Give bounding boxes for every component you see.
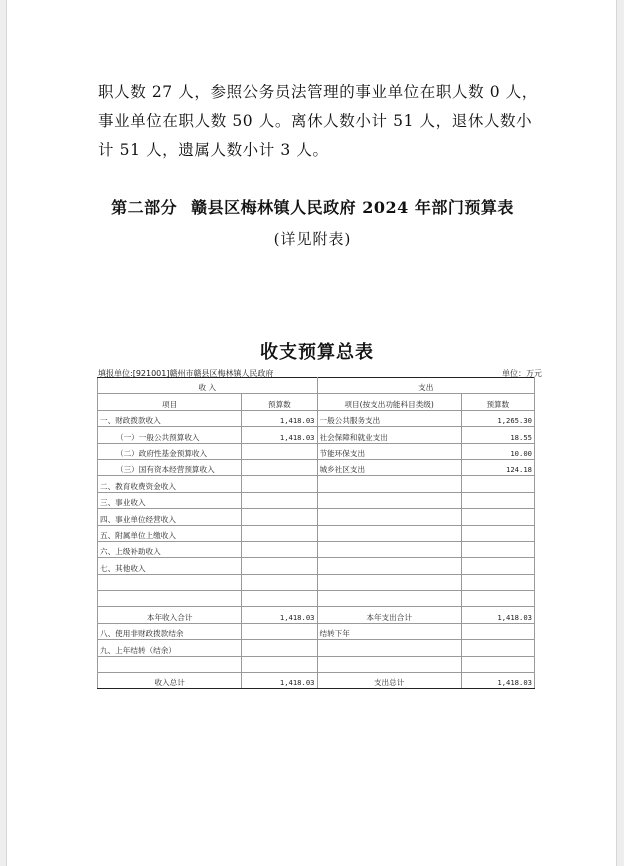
expense-item-cell <box>317 591 461 607</box>
table-row <box>98 673 535 689</box>
income-item-cell: （二）政府性基金预算收入 <box>98 443 242 459</box>
intro-line-3: 计 51 人，遗属人数小计 3 人。 <box>98 141 329 159</box>
budget-summary-table <box>97 377 535 689</box>
expense-group-header: 支出 <box>317 378 535 394</box>
intro-line-1: 职人数 27 人，参照公务员法管理的事业单位在职人数 0 人， <box>98 83 538 101</box>
expense-amount-cell <box>461 541 534 557</box>
expense-amount-cell: 124.18 <box>461 459 534 475</box>
expense-amount-cell <box>461 525 534 541</box>
income-item-cell: 收入总计 <box>98 673 242 689</box>
expense-item-cell <box>317 492 461 508</box>
income-amount-cell <box>242 558 317 574</box>
section-part-label: 第二部分 <box>111 198 178 217</box>
income-item-cell: 七、其他收入 <box>98 558 242 574</box>
expense-amount-cell <box>461 558 534 574</box>
section-heading <box>7 195 618 218</box>
expense-amount-cell <box>461 623 534 639</box>
section-note: (详见附表) <box>273 230 352 248</box>
income-amount-cell <box>242 591 317 607</box>
expense-amount-cell: 10.00 <box>461 443 534 459</box>
table-row <box>98 623 535 639</box>
expense-amount-cell: 1,418.03 <box>461 673 534 689</box>
table-row <box>98 427 535 443</box>
income-item-cell <box>98 591 242 607</box>
table-row <box>98 591 535 607</box>
table-row <box>98 476 535 492</box>
document-page <box>6 0 617 866</box>
income-amount-cell <box>242 623 317 639</box>
expense-item-cell: 一般公共服务支出 <box>317 410 461 426</box>
table-row <box>98 541 535 557</box>
income-item-cell: 二、教育收费资金收入 <box>98 476 242 492</box>
expense-amount-cell <box>461 476 534 492</box>
table-group-header-row <box>98 378 535 394</box>
expense-amount-cell <box>461 656 534 672</box>
income-amount-cell <box>242 443 317 459</box>
expense-item-cell <box>317 656 461 672</box>
income-amount-cell: 1,418.03 <box>242 673 317 689</box>
expense-amount-header: 预算数 <box>461 394 534 410</box>
table-row <box>98 492 535 508</box>
expense-amount-cell <box>461 591 534 607</box>
table-row <box>98 574 535 590</box>
income-item-cell: 三、事业收入 <box>98 492 242 508</box>
intro-paragraph <box>98 78 538 165</box>
expense-item-cell: 支出总计 <box>317 673 461 689</box>
expense-item-cell <box>317 525 461 541</box>
income-amount-cell <box>242 525 317 541</box>
income-amount-cell <box>242 476 317 492</box>
table-row <box>98 459 535 475</box>
expense-amount-cell <box>461 640 534 656</box>
table-row <box>98 640 535 656</box>
table-row <box>98 656 535 672</box>
expense-item-cell <box>317 574 461 590</box>
section-title: 赣县区梅林镇人民政府 2024 年部门预算表 <box>191 198 514 217</box>
income-item-cell: 五、附属单位上缴收入 <box>98 525 242 541</box>
income-item-cell: 八、使用非财政拨款结余 <box>98 623 242 639</box>
table-row <box>98 607 535 623</box>
income-group-header: 收 入 <box>98 378 318 394</box>
expense-amount-cell <box>461 492 534 508</box>
income-amount-cell <box>242 459 317 475</box>
income-amount-cell: 1,418.03 <box>242 427 317 443</box>
expense-item-cell <box>317 541 461 557</box>
expense-item-cell: 城乡社区支出 <box>317 459 461 475</box>
income-amount-cell <box>242 541 317 557</box>
income-item-cell: （一）一般公共预算收入 <box>98 427 242 443</box>
income-amount-cell: 1,418.03 <box>242 410 317 426</box>
intro-line-2: 事业单位在职人数 50 人。离休人数小计 51 人，退休人数小 <box>98 112 533 130</box>
expense-item-cell: 本年支出合计 <box>317 607 461 623</box>
table-title: 收支预算总表 <box>260 342 374 363</box>
expense-item-cell: 结转下年 <box>317 623 461 639</box>
expense-amount-cell: 1,418.03 <box>461 607 534 623</box>
income-amount-cell <box>242 509 317 525</box>
income-amount-header: 预算数 <box>242 394 317 410</box>
table-row <box>98 525 535 541</box>
expense-amount-cell <box>461 574 534 590</box>
expense-amount-cell <box>461 509 534 525</box>
table-row <box>98 509 535 525</box>
income-amount-cell: 1,418.03 <box>242 607 317 623</box>
income-item-cell <box>98 656 242 672</box>
income-item-cell: 本年收入合计 <box>98 607 242 623</box>
expense-item-cell <box>317 640 461 656</box>
table-column-header-row <box>98 394 535 410</box>
table-row <box>98 410 535 426</box>
currency-unit: 单位：万元 <box>502 369 542 378</box>
income-amount-cell <box>242 492 317 508</box>
expense-item-cell <box>317 509 461 525</box>
reporting-unit: 填报单位:[921001]赣州市赣县区梅林镇人民政府 <box>98 369 274 378</box>
income-item-cell: 六、上级补助收入 <box>98 541 242 557</box>
income-item-cell: 四、事业单位经营收入 <box>98 509 242 525</box>
expense-item-cell <box>317 476 461 492</box>
income-item-cell: 九、上年结转（结余） <box>98 640 242 656</box>
expense-amount-cell: 18.55 <box>461 427 534 443</box>
income-item-cell: 一、财政拨款收入 <box>98 410 242 426</box>
expense-item-header: 项目(按支出功能科目类级) <box>317 394 461 410</box>
income-item-cell: （三）国有资本经营预算收入 <box>98 459 242 475</box>
expense-item-cell: 社会保障和就业支出 <box>317 427 461 443</box>
table-row <box>98 443 535 459</box>
table-row <box>98 558 535 574</box>
expense-item-cell <box>317 558 461 574</box>
income-item-cell <box>98 574 242 590</box>
expense-item-cell: 节能环保支出 <box>317 443 461 459</box>
expense-amount-cell: 1,265.30 <box>461 410 534 426</box>
income-item-header: 项目 <box>98 394 242 410</box>
income-amount-cell <box>242 656 317 672</box>
income-amount-cell <box>242 574 317 590</box>
income-amount-cell <box>242 640 317 656</box>
